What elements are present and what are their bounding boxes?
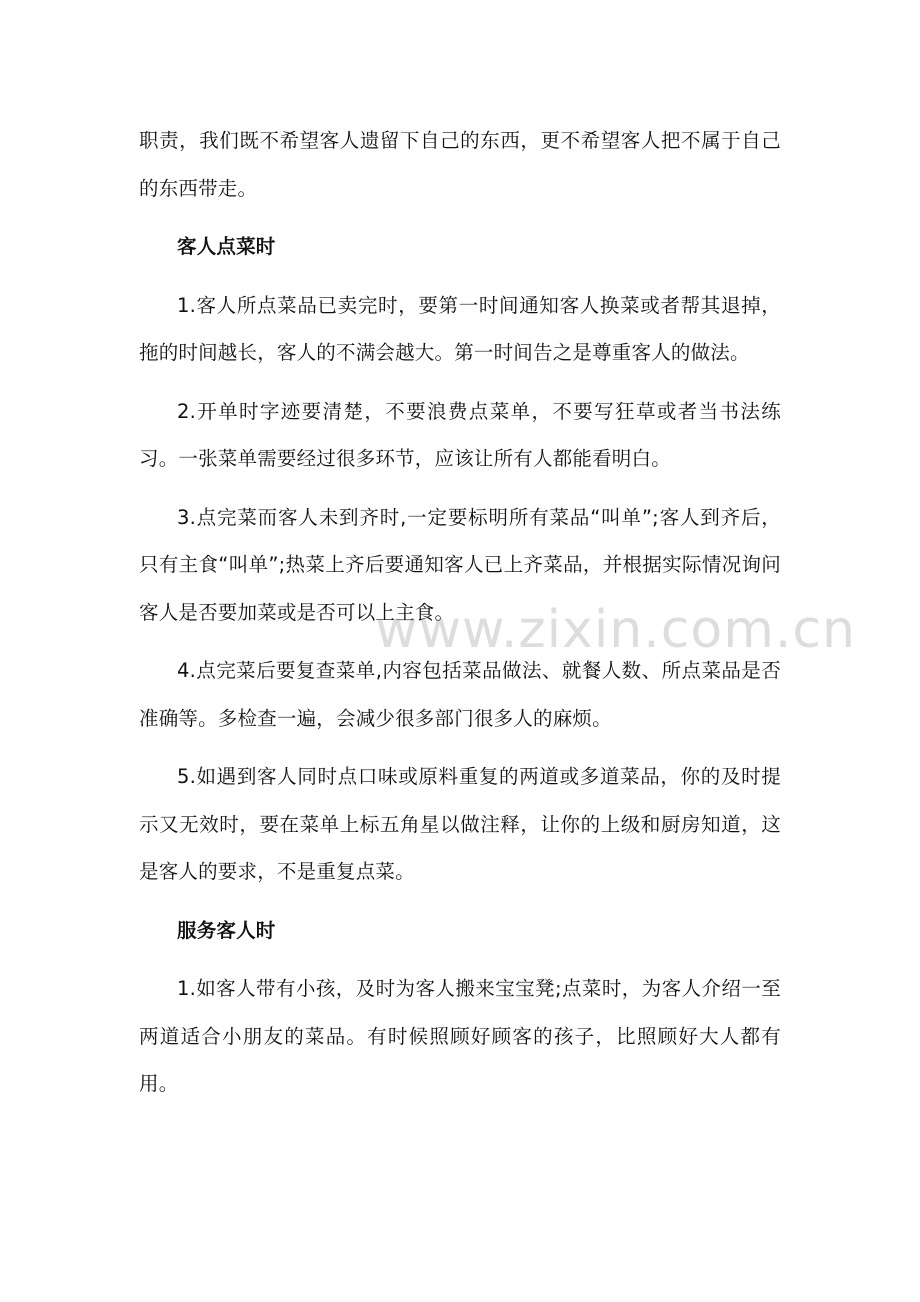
paragraph-ordering-1: 1.客人所点菜品已卖完时，要第一时间通知客人换菜或者帮其退掉，拖的时间越长，客人的不满会越大。第一时间告之是尊重客人的做法。: [139, 293, 781, 364]
paragraph-ordering-5: 5.如遇到客人同时点口味或原料重复的两道或多道菜品，你的及时提示又无效时，要在菜单上标五角星以做注释，让你的上级和厨房知道，这是客人的要求，不是重复点菜。: [139, 765, 781, 883]
paragraph-ordering-2: 2.开单时字迹要清楚，不要浪费点菜单，不要写狂草或者当书法练习。一张菜单需要经过很多环节，应该让所有人都能看明白。: [139, 399, 781, 470]
section-heading-serving: 服务客人时: [177, 918, 276, 942]
section-heading-ordering: 客人点菜时: [177, 235, 276, 258]
paragraph-ordering-3: 3.点完菜而客人未到齐时,一定要标明所有菜品“叫单”;客人到齐后，只有主食“叫单”;热菜上齐后要通知客人已上齐菜品，并根据实际情况询问客人是否要加菜或是否可以上主食。: [139, 505, 781, 624]
paragraph-ordering-4: 4.点完菜后要复查菜单,内容包括菜品做法、就餐人数、所点菜品是否准确等。多检查一遍，会减少很多部门很多人的麻烦。: [139, 659, 781, 730]
watermark: www.zixin.com.cn: [375, 600, 856, 660]
paragraph-serving-1: 1.如客人带有小孩，及时为客人搬来宝宝凳;点菜时，为客人介绍一至两道适合小朋友的菜品。有时候照顾好顾客的孩子，比照顾好大人都有用。: [139, 977, 781, 1095]
paragraph-responsibility: 职责，我们既不希望客人遗留下自己的东西，更不希望客人把不属于自己的东西带走。: [139, 129, 781, 200]
